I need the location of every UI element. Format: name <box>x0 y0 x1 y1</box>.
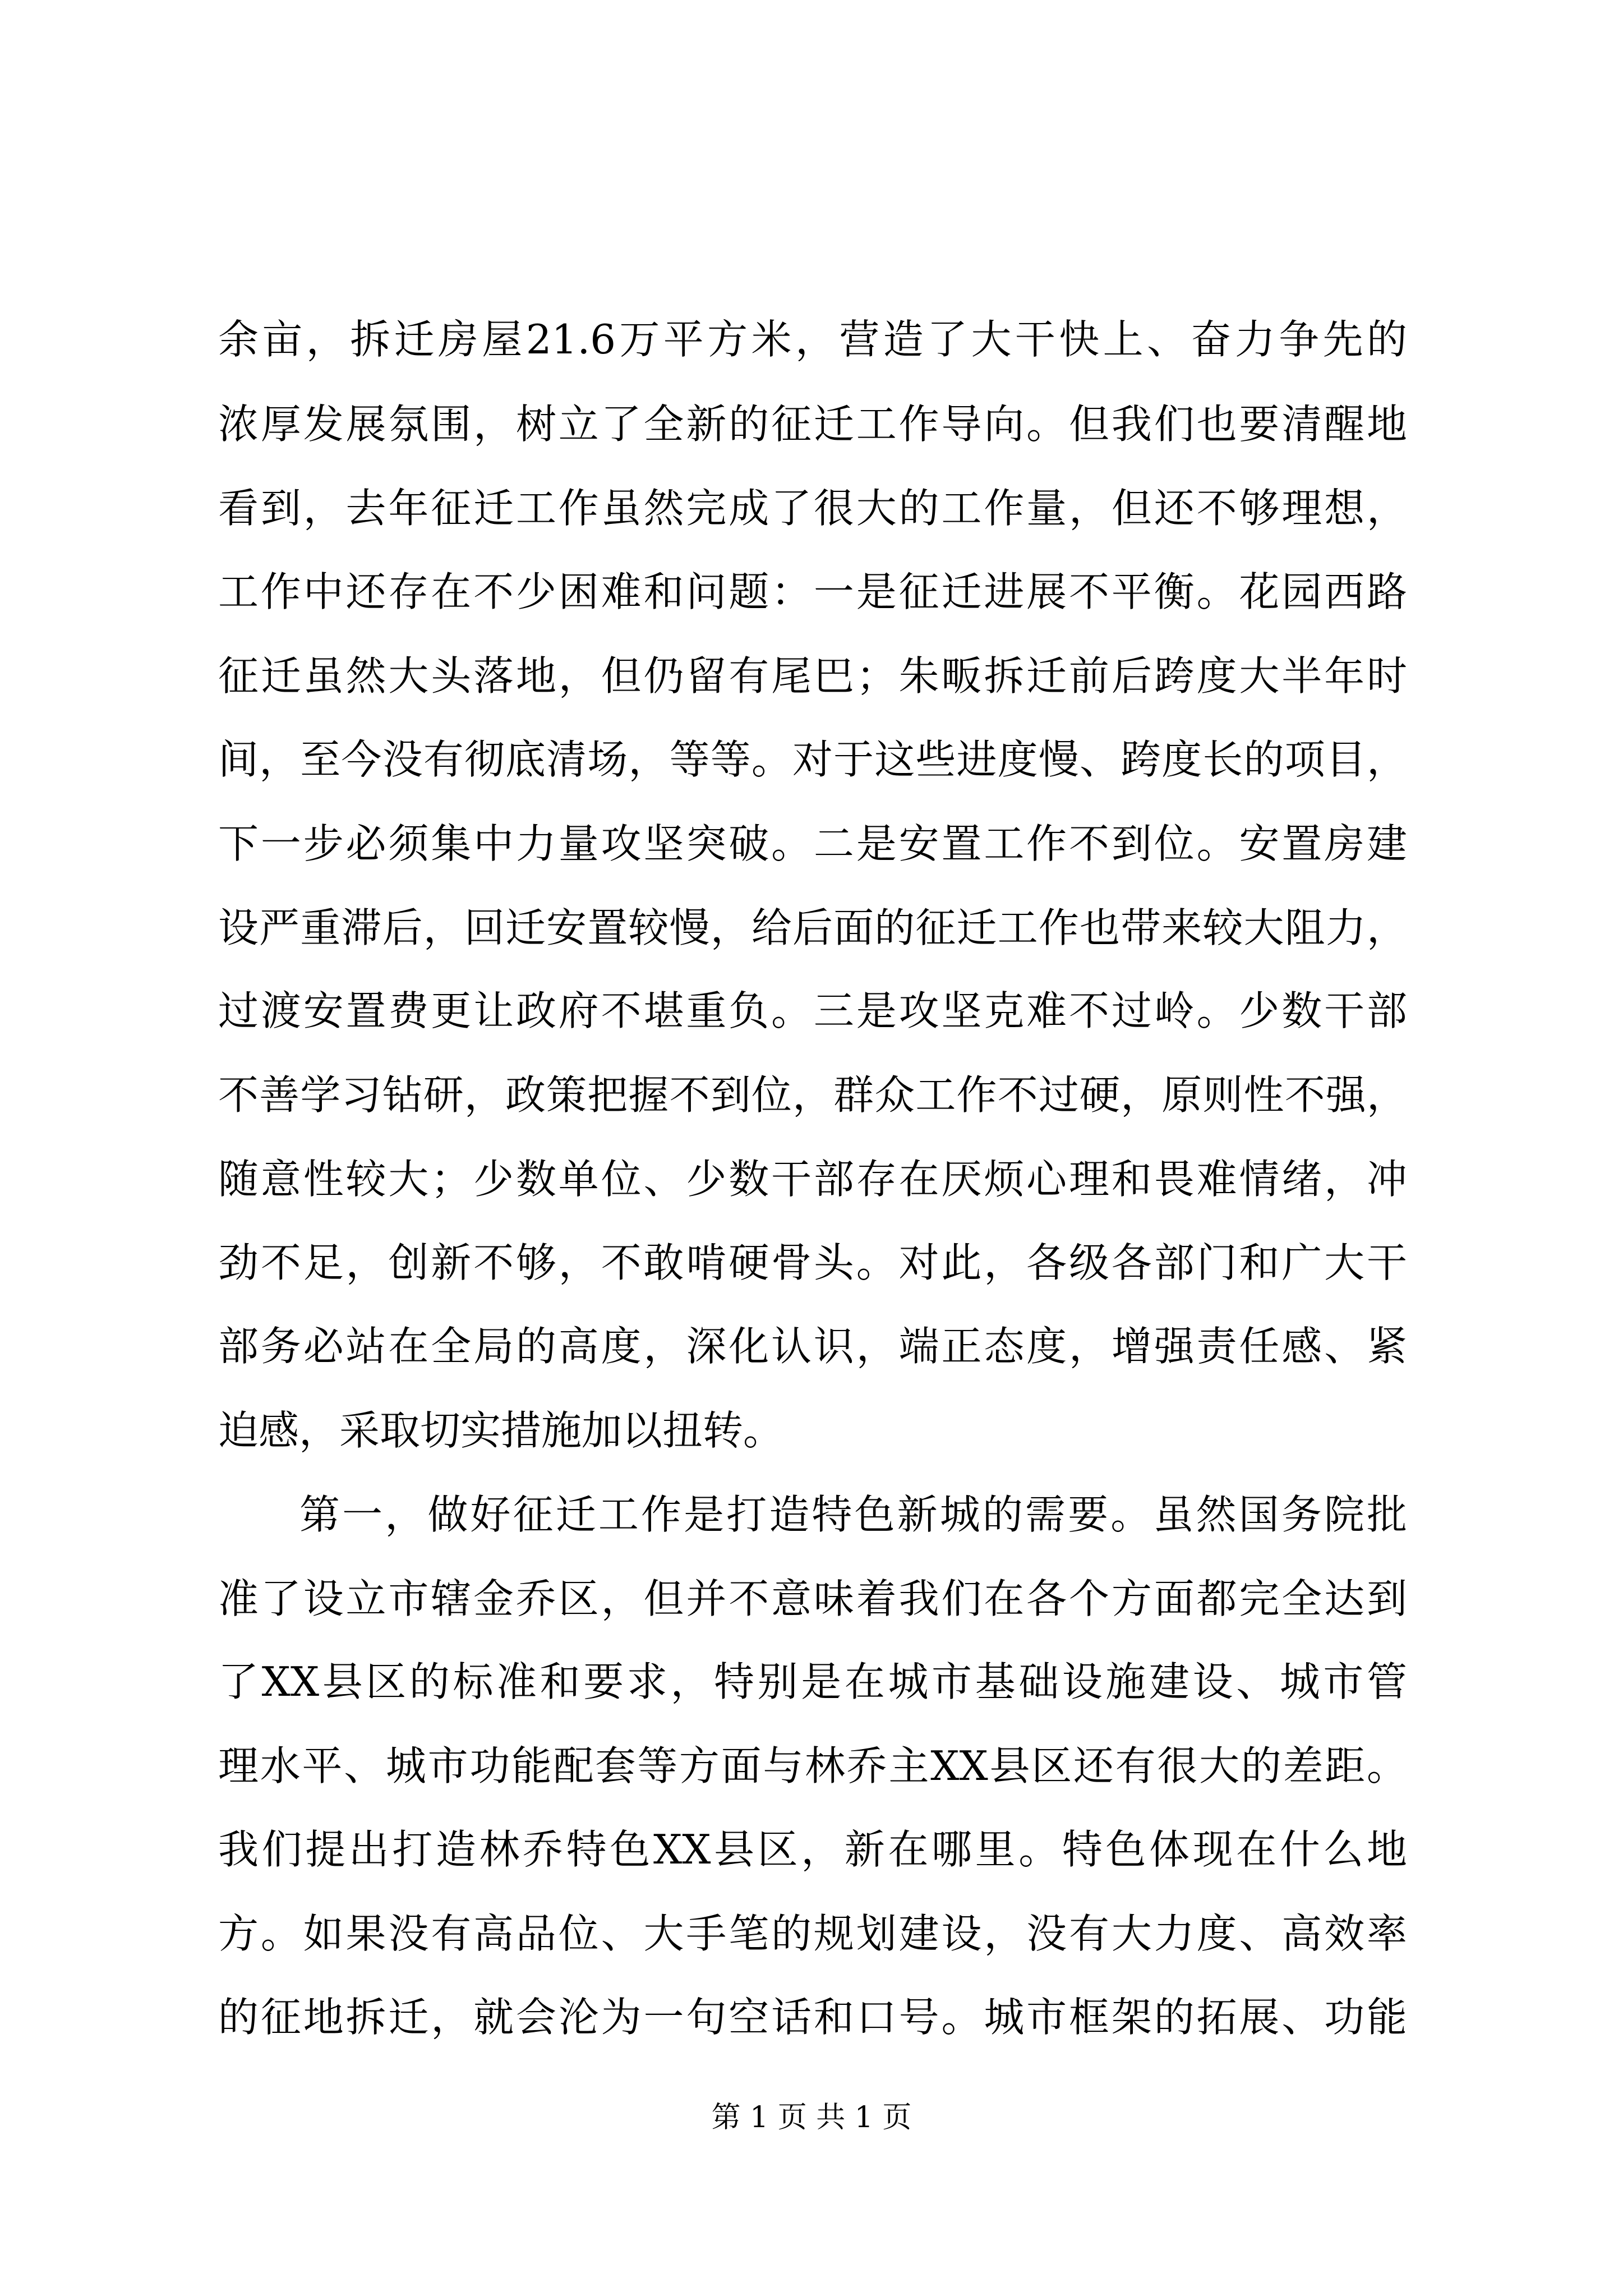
text-line: 浓厚发展氛围，树立了全新的征迁工作导向。但我们也要清醒地 <box>218 401 1407 448</box>
paragraph-first-line: 第一，做好征迁工作是打造特色新城的需要。虽然国务院批 <box>299 1491 1407 1538</box>
text-line: 准了设立市辖金乔区，但并不意味着我们在各个方面都完全达到 <box>218 1575 1407 1622</box>
text-line: 劲不足，创新不够，不敢啃硬骨头。对此，各级各部门和广大干 <box>218 1239 1407 1286</box>
text-line: 下一步必须集中力量攻坚突破。二是安置工作不到位。安置房建 <box>218 820 1407 867</box>
text-line: 了XX县区的标准和要求，特别是在城市基础设施建设、城市管 <box>218 1658 1407 1705</box>
page-number-footer: 第 1 页 共 1 页 <box>711 2101 912 2134</box>
text-line: 不善学习钻研，政策把握不到位，群众工作不过硬，原则性不强， <box>218 1071 1407 1119</box>
text-line: 看到，去年征迁工作虽然完成了很大的工作量，但还不够理想， <box>218 485 1407 532</box>
text-line: 我们提出打造林乔特色XX县区，新在哪里。特色体现在什么地 <box>218 1826 1407 1873</box>
text-line: 余亩，拆迁房屋21.6万平方米，营造了大干快上、奋力争先的 <box>218 316 1407 363</box>
text-line: 部务必站在全局的高度，深化认识，端正态度，增强责任感、紧 <box>218 1323 1407 1370</box>
text-line: 方。如果没有高品位、大手笔的规划建设，没有大力度、高效率 <box>218 1910 1407 1957</box>
text-line: 的征地拆迁，就会沦为一句空话和口号。城市框架的拓展、功能 <box>218 1994 1407 2041</box>
text-line: 随意性较大；少数单位、少数干部存在厌烦心理和畏难情绪，冲 <box>218 1156 1407 1203</box>
text-line: 工作中还存在不少困难和问题：一是征迁进展不平衡。花园西路 <box>218 568 1407 615</box>
text-line: 过渡安置费更让政府不堪重负。三是攻坚克难不过岭。少数干部 <box>218 987 1407 1034</box>
text-line: 间，至今没有彻底清场，等等。对于这些进度慢、跨度长的项目， <box>218 736 1407 783</box>
text-line: 征迁虽然大头落地，但仍留有尾巴；朱畈拆迁前后跨度大半年时 <box>218 652 1407 700</box>
text-line: 理水平、城市功能配套等方面与林乔主XX县区还有很大的差距。 <box>218 1742 1407 1789</box>
text-line: 迫感，采取切实措施加以扭转。 <box>218 1407 784 1454</box>
text-line: 设严重滞后，回迁安置较慢，给后面的征迁工作也带来较大阻力， <box>218 904 1407 951</box>
